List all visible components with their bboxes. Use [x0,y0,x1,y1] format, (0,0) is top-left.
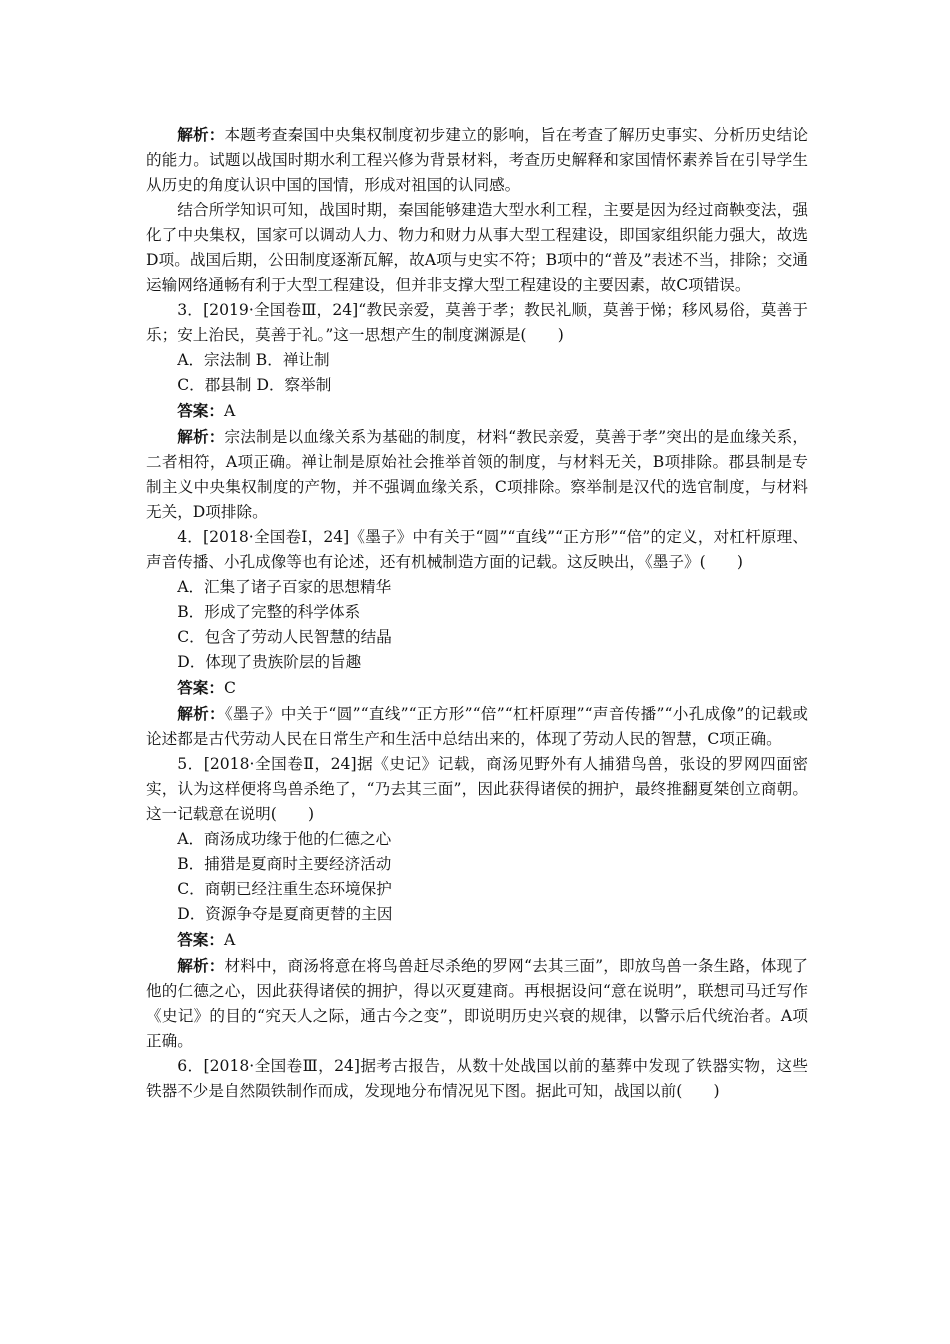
answer-label: 答案： [177,401,224,420]
q4-option-a: A．汇集了诸子百家的思想精华 [177,578,392,596]
q3-answer-value: A [223,402,236,420]
q5-analysis [146,953,808,1054]
analysis-label: 解析： [177,704,225,723]
analysis-label: 解析： [177,956,225,975]
q4-answer-value: C [223,679,236,697]
q5-answer [146,927,808,953]
q5-option-d: D．资源争夺是夏商更替的主因 [177,905,393,923]
q3-answer [146,398,808,424]
q3-options-row-1: A．宗法制 B．禅让制 [177,351,330,369]
document-page [146,122,808,1104]
answer-label: 答案： [177,678,224,697]
q6-stem: 6．[2018·全国卷Ⅲ，24]据考古报告，从数十处战国以前的墓葬中发现了铁器实物，这些铁器不少是自然陨铁制作而成，发现地分布情况见下图。据此可知，战国以前( ) [146,1057,808,1100]
q2-analysis-paragraph-1 [146,122,808,198]
answer-label: 答案： [177,930,224,949]
q4-analysis-text: 《墨子》中关于“圆”“直线”“正方形”“倍”“杠杆原理”“声音传播”“小孔成像”的记载或论述都是古代劳动人民在日常生产和生活中总结出来的，体现了劳动人民的智慧，C项正确。 [146,705,808,748]
q4-answer [146,675,808,701]
q2-analysis-text: 本题考查秦国中央集权制度初步建立的影响，旨在考查了解历史事实、分析历史结论的能力。试题以战国时期水利工程兴修为背景材料，考查历史解释和家国情怀素养旨在引导学生从历史的角度认识中国的国情，形成对祖国的认同感。 [146,126,808,194]
analysis-label: 解析： [177,427,225,446]
q4-stem: 4．[2018·全国卷Ⅰ，24]《墨子》中有关于“圆”“直线”“正方形”“倍”的定义，对杠杆原理、声音传播、小孔成像等也有论述，还有机械制造方面的记载。这反映出，《墨子》( ) [146,528,808,571]
q5-option-b: B．捕猎是夏商时主要经济活动 [177,855,392,873]
q4-option-c: C．包含了劳动人民智慧的结晶 [177,628,392,646]
q3-stem: 3．[2019·全国卷Ⅲ，24]“教民亲爱，莫善于孝；教民礼顺，莫善于悌；移风易俗，莫善于乐；安上治民，莫善于礼。”这一思想产生的制度渊源是( ) [146,301,808,344]
q5-answer-value: A [223,931,236,949]
q3-analysis-text: 宗法制是以血缘关系为基础的制度，材料“教民亲爱，莫善于孝”突出的是血缘关系，二者相符，A项正确。禅让制是原始社会推举首领的制度，与材料无关，B项排除。郡县制是专制主义中央集权制度的产物，并不强调血缘关系，C项排除。察举制是汉代的选官制度，与材料无关，D项排除。 [146,428,808,521]
q3-options-row-2: C．郡县制 D．察举制 [177,376,332,394]
q5-option-c: C．商朝已经注重生态环境保护 [177,880,392,898]
analysis-label: 解析： [177,125,225,144]
q2-analysis-paragraph-2: 结合所学知识可知，战国时期，秦国能够建造大型水利工程，主要是因为经过商鞅变法，强化了中央集权，国家可以调动人力、物力和财力从事大型工程建设，即国家组织能力强大，故选D项。战国后期，公田制度逐渐瓦解，故A项与史实不符；B项中的“普及”表述不当，排除；交通运输网络通畅有利于大型工程建设，但并非支撑大型工程建设的主要因素，故C项错误。 [146,201,808,294]
q3-analysis [146,424,808,525]
q5-analysis-text: 材料中，商汤将意在将鸟兽赶尽杀绝的罗网“去其三面”，即放鸟兽一条生路，体现了他的仁德之心，因此获得诸侯的拥护，得以灭夏建商。再根据设问“意在说明”，联想司马迁写作《史记》的目的“究天人之际，通古今之变”，即说明历史兴衰的规律，以警示后代统治者。A项正确。 [146,957,808,1050]
q4-option-d: D．体现了贵族阶层的旨趣 [177,653,362,671]
q5-stem: 5．[2018·全国卷Ⅱ，24]据《史记》记载，商汤见野外有人捕猎鸟兽，张设的罗网四面密实，认为这样便将鸟兽杀绝了，“乃去其三面”，因此获得诸侯的拥护，最终推翻夏桀创立商朝。这一记载意在说明( ) [146,755,808,823]
q4-analysis [146,701,808,752]
q5-option-a: A．商汤成功缘于他的仁德之心 [177,830,392,848]
q4-option-b: B．形成了完整的科学体系 [177,603,361,621]
